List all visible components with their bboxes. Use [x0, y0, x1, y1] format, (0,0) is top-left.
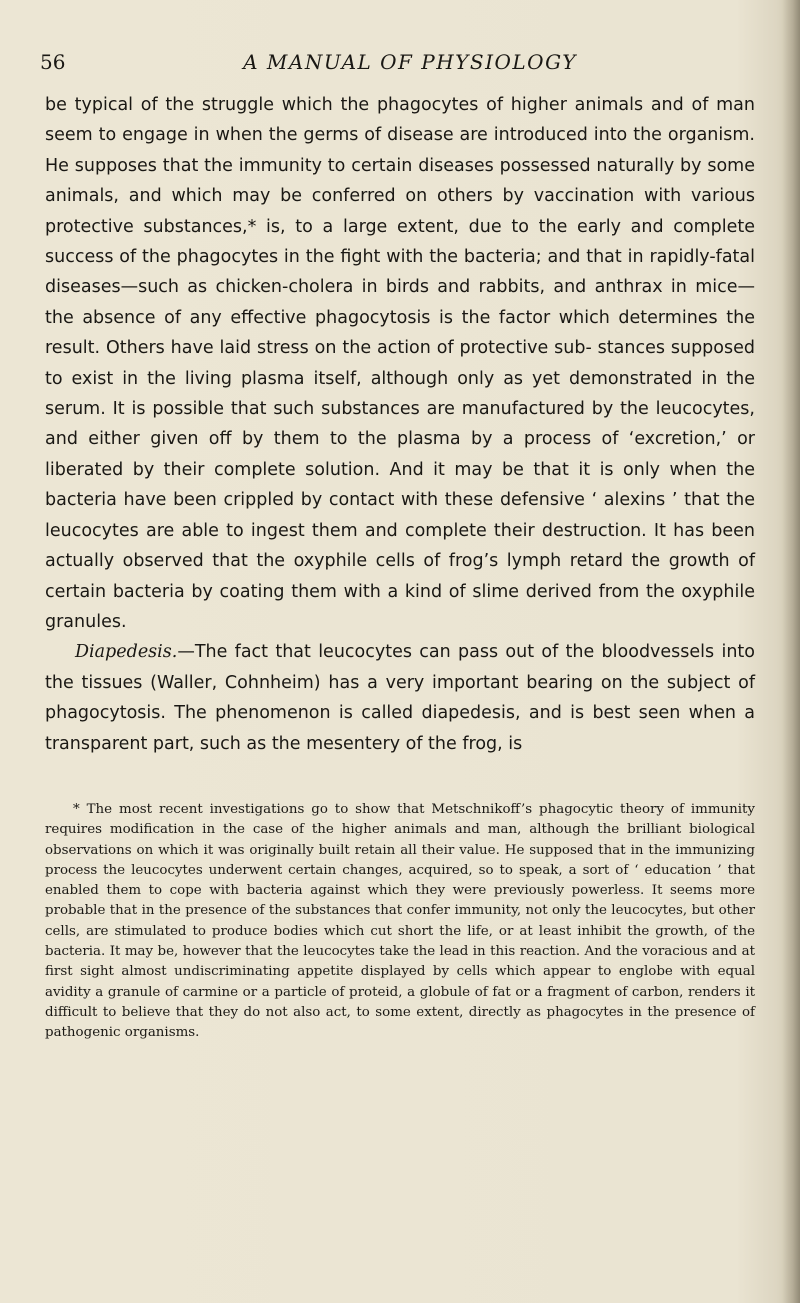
page-number: 56 — [40, 50, 66, 74]
paragraph-2-text: —The fact that leucocytes can pass out of the bloodvessels into the tissues (Waller, Cohnheim) has a very important bearing on the subject of phagocytosis. The phenomenon is called diapedesis, and is best seen when a transparent part, such as the mesentery of the frog, is — [45, 642, 755, 754]
page-header — [40, 50, 760, 90]
page-edge-shadow — [782, 0, 800, 1303]
section-heading-diapedesis: Diapedesis. — [75, 642, 178, 663]
paragraph-2 — [45, 637, 755, 759]
footnote — [45, 800, 755, 1044]
footnote-text: * The most recent investigations go to show that Metschnikoff’s phagocytic theory of immunity requires modification in the case of the higher animals and man, although the brilliant biological observations on which it was originally built retain all their value. He supposed that in the immunizing process the leucocytes underwent certain changes, acquired, so to speak, a sort of ‘ education ’ that enabled them to cope with bacteria against which they were previously powerless. It seems more probable that in the presence of the substances that confer immunity, not only the leucocytes, but other cells, are stimulated to produce bodies which cut short the life, or at least inhibit the growth, of the bacteria. It may be, however that the leucocytes take the lead in this reaction. And the voracious and at first sight almost undiscriminating appetite displayed by cells which appear to englobe with equal avidity a granule of carmine or a particle of proteid, a globule of fat or a fragment of carbon, renders it difficult to believe that they do not also act, to some extent, directly as phagocytes in the presence of pathogenic organisms. — [45, 802, 755, 1041]
paragraph-1: be typical of the struggle which the phagocytes of higher animals and of man seem to engage in when the germs of disease are introduced into the organism. He supposes that the immunity to certain diseases possessed naturally by some animals, and which may be conferred on others by vaccination with various protective substances,* is, to a large extent, due to the early and complete success of the phagocytes in the fight with the bacteria; and that in rapidly-fatal diseases—such as chicken-cholera in birds and rabbits, and anthrax in mice—the absence of any effective phagocytosis is the factor which determines the result. Others have laid stress on the action of protective sub- stances supposed to exist in the living plasma itself, although only as yet demonstrated in the serum. It is possible that such substances are manufactured by the leucocytes, and either given off by them to the plasma by a process of ‘excretion,’ or liberated by their complete solution. And it may be that it is only when the bacteria have been crippled by contact with these defensive ‘ alexins ’ that the leucocytes are able to ingest them and complete their destruction. It has been actually observed that the oxyphile cells of frog’s lymph retard the growth of certain bacteria by coating them with a kind of slime derived from the oxyphile granules. — [45, 95, 755, 632]
main-text — [45, 90, 755, 759]
running-title: A MANUAL OF PHYSIOLOGY — [243, 50, 577, 74]
